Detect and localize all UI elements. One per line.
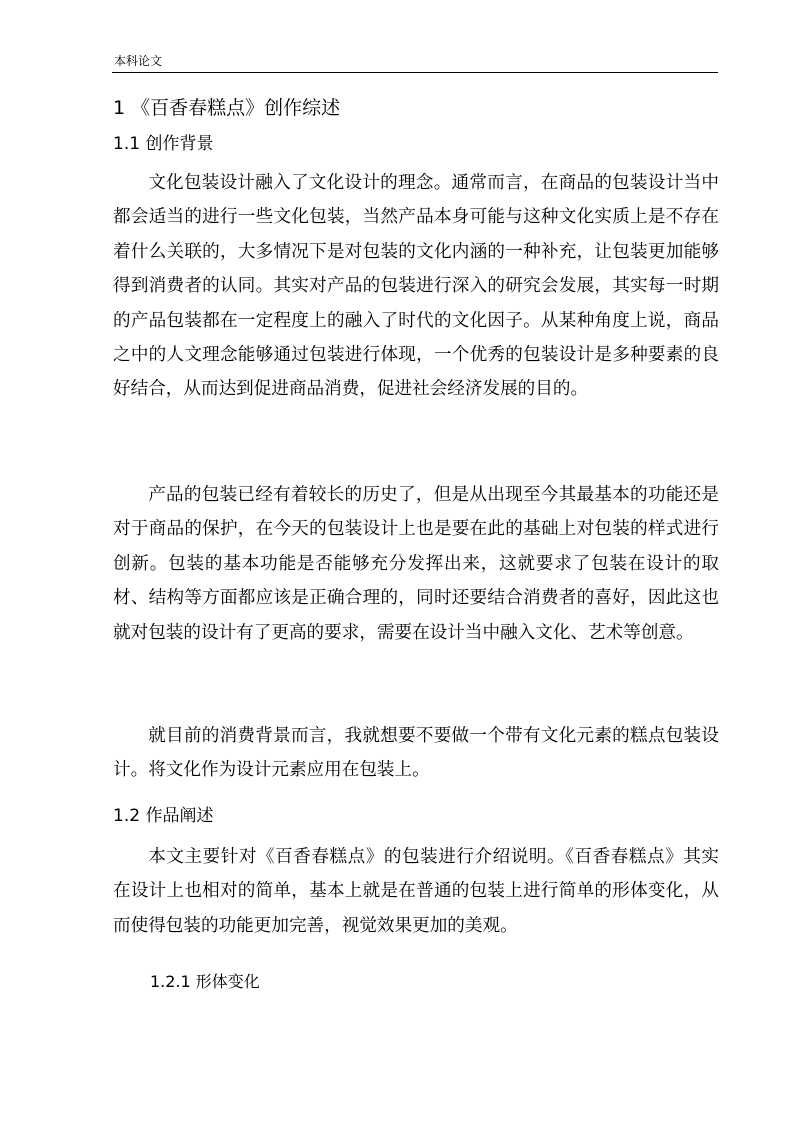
chapter-heading: 1 《百香春糕点》创作综述: [113, 97, 341, 119]
paragraph-background-3: 就目前的消费背景而言，我就想要不要做一个带有文化元素的糕点包装设计。将文化作为设计元素应用在包装上。: [113, 726, 719, 781]
paragraph-background-2: 产品的包装已经有着较长的历史了，但是从出现至今其最基本的功能还是对于商品的保护，在今天的包装设计上也是要在此的基础上对包装的样式进行创新。包装的基本功能是否能够充分发挥出来，这就要求了包装在设计的取材、结构等方面都应该是正确合理的，同时还要结合消费者的喜好，因此这也就对包装的设计有了更高的要求，需要在设计当中融入文化、艺术等创意。: [113, 485, 719, 643]
header-rule: [112, 72, 718, 73]
subsection-heading-1-2-1: 1.2.1 形体变化: [150, 972, 260, 991]
paragraph-background-1: 文化包装设计融入了文化设计的理念。通常而言，在商品的包装设计当中都会适当的进行一些文化包装，当然产品本身可能与这种文化实质上是不存在着什么关联的，大多情况下是对包装的文化内涵的一种补充，让包装更加能够得到消费者的认同。其实对产品的包装进行深入的研究会发展，其实每一时期的产品包装都在一定程度上的融入了时代的文化因子。从某种角度上说，商品之中的人文理念能够通过包装进行体现，一个优秀的包装设计是多种要素的良好结合，从而达到促进商品消费，促进社会经济发展的目的。: [113, 173, 719, 400]
section-heading-1-2: 1.2 作品阐述: [113, 806, 214, 826]
running-header: 本科论文: [114, 54, 163, 68]
section-heading-1-1: 1.1 创作背景: [113, 134, 214, 154]
paragraph-description: 本文主要针对《百香春糕点》的包装进行介绍说明。《百香春糕点》其实在设计上也相对的简单，基本上就是在普通的包装上进行简单的形体变化，从而使得包装的功能更加完善，视觉效果更加的美观。: [113, 847, 719, 936]
